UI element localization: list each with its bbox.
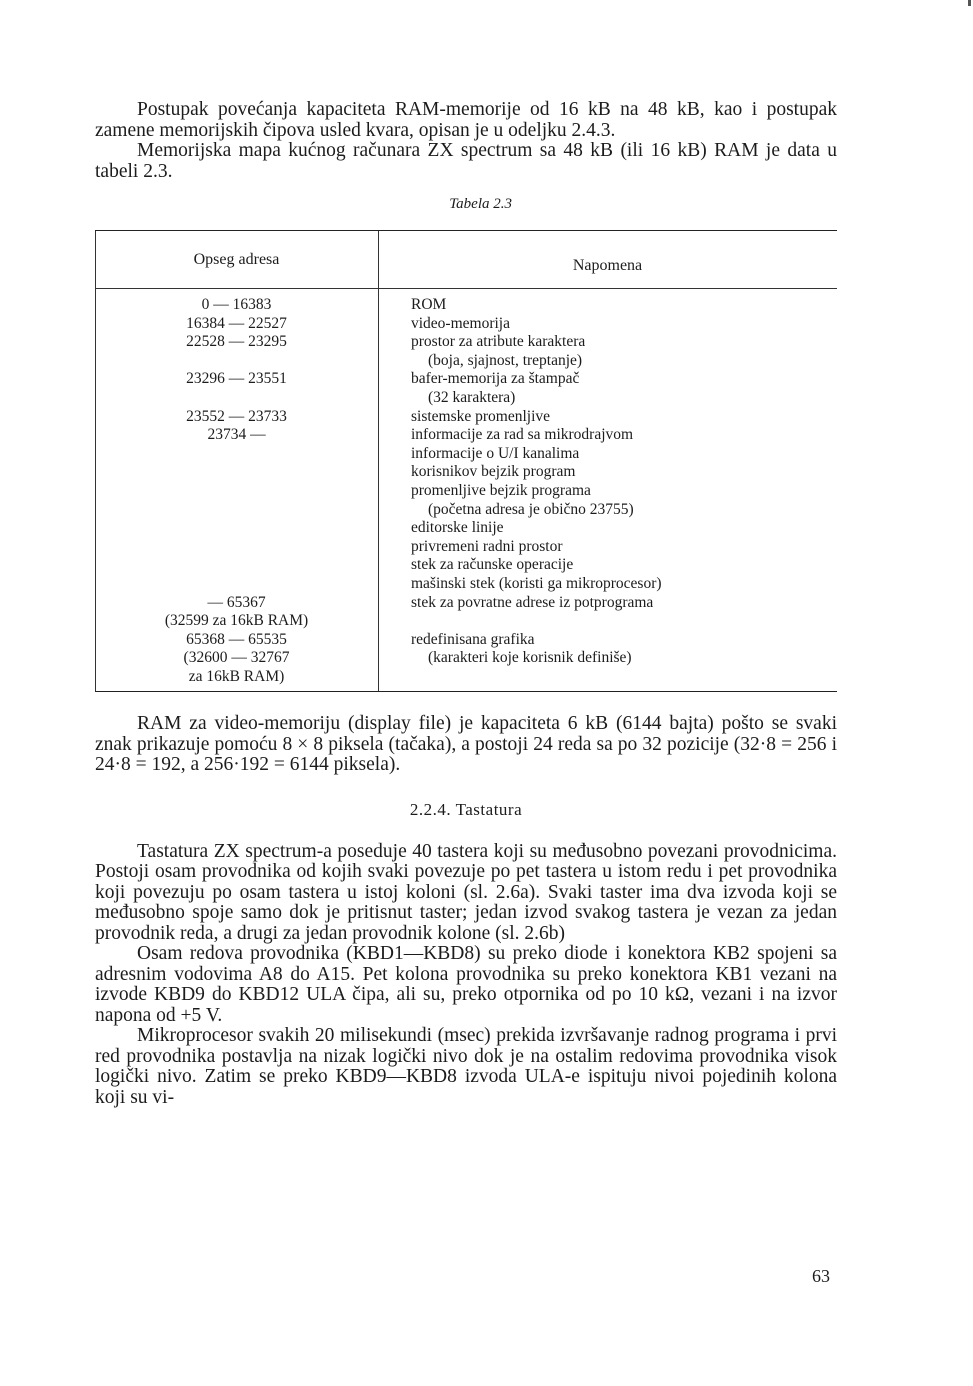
address-cell — [95, 389, 378, 408]
address-column — [95, 296, 378, 686]
address-cell — [95, 463, 378, 482]
intro-paragraph-1: Postupak povećanja kapaciteta RAM-memorije od 16 kB na 48 kB, kao i postupak zamene memorijskih čipova usled kvara, opisan je u odeljku 2.4.3. — [95, 99, 837, 141]
address-cell — [95, 482, 378, 501]
note-cell: privremeni radni prostor — [411, 537, 563, 555]
address-cell: (32600 — 32767 — [183, 649, 290, 667]
address-cell — [95, 501, 378, 520]
table-column-divider — [378, 231, 379, 691]
table-body — [95, 289, 837, 691]
page-number: 63 — [812, 1266, 830, 1286]
book-page — [95, 100, 837, 1108]
note-cell: prostor za atribute karaktera — [411, 333, 586, 351]
scan-corner-mark — [968, 0, 971, 6]
note-cell: bafer-memorija za štampač — [411, 370, 580, 388]
note-cell — [411, 668, 837, 687]
note-cell: stek za računske operacije — [411, 556, 574, 574]
header-note: Napomena — [572, 257, 643, 275]
address-cell: 23552 — 23733 — [186, 407, 287, 425]
note-cell: (početna adresa je obično 23755) — [428, 500, 634, 518]
address-cell — [95, 556, 378, 575]
video-memory-paragraph: RAM za video-memoriju (display file) je kapaciteta 6 kB (6144 bajta) pošto se svaki znak prikazuje pomoću 8 × 8 piksela (tačaka), a postoji 24 reda sa po 32 pozicije (32·8 = 256 i 24·8 = 192, a 256·192 = 6144 piksela). — [95, 713, 837, 776]
address-cell: 23734 — — [207, 426, 266, 444]
address-cell — [95, 445, 378, 464]
note-cell: (32 karaktera) — [428, 388, 516, 406]
note-cell — [411, 612, 837, 631]
note-cell: stek za povratne adrese iz potprograma — [411, 593, 654, 611]
address-cell: 65368 — 65535 — [186, 630, 287, 648]
body-paragraph-3: Mikroprocesor svakih 20 milisekundi (msec) prekida izvršavanje radnog programa i prvi red provodnika postavlja na nizak logički nivo dok je na ostalim redovima provodnika visok logički nivo. Zatim se preko KBD9—KBD8 izvoda ULA-e ispituju nivoi pojedinih kolona koji su vi- — [95, 1025, 837, 1108]
note-cell: informacije o U/I kanalima — [411, 444, 580, 462]
table-left-rule — [95, 231, 96, 691]
table-caption: Tabela 2.3 — [449, 196, 512, 212]
address-cell: 22528 — 23295 — [186, 333, 287, 351]
note-cell: promenljive bejzik programa — [411, 481, 591, 499]
note-cell: informacije za rad sa mikrodrajvom — [411, 426, 634, 444]
address-cell: 23296 — 23551 — [186, 370, 287, 388]
note-cell: (karakteri koje korisnik definiše) — [428, 649, 632, 667]
header-address-range: Opseg adresa — [193, 251, 280, 269]
body-paragraph-2: Osam redova provodnika (KBD1—KBD8) su preko diode i konektora KB2 spojeni sa adresnim vodovima A8 do A15. Pet kolona provodnika su preko konektora KB1 vezani na izvode KBD9 do KBD12 ULA čipa, ali su, preko otpornika od po 10 kΩ, vezani i na izvor napona od +5 V. — [95, 943, 837, 1026]
note-cell: (boja, sjajnost, treptanje) — [428, 351, 583, 369]
address-cell: (32599 za 16kB RAM) — [164, 612, 309, 630]
note-cell: sistemske promenljive — [411, 407, 551, 425]
address-cell: 16384 — 22527 — [186, 314, 287, 332]
note-cell: video-memorija — [411, 314, 510, 332]
address-cell — [95, 575, 378, 594]
note-cell: redefinisana grafika — [411, 630, 535, 648]
address-cell — [95, 352, 378, 371]
address-cell: za 16kB RAM) — [188, 667, 285, 685]
note-cell: editorske linije — [411, 519, 504, 537]
note-cell: mašinski stek (koristi ga mikroprocesor) — [411, 574, 662, 592]
memory-map-table — [95, 230, 837, 692]
note-column — [378, 296, 837, 686]
address-cell — [95, 519, 378, 538]
address-cell: 0 — 16383 — [201, 296, 272, 313]
note-cell: ROM — [411, 296, 447, 313]
note-cell: korisnikov bejzik program — [411, 463, 576, 481]
body-paragraph-1: Tastatura ZX spectrum-a poseduje 40 tastera koji su međusobno povezani provodnicima. Postoji osam provodnika od kojih svaki povezuje po pet tastera u istom redu i pet provodnika koji povezuju po osam tastera u istoj koloni (sl. 2.6a). Svaki taster ima dva izvoda koji se međusobno spoje samo dok je pritisnut taster; jedan izvod svakog tastera je vezan za jedan provodnik reda, a drugi za jedan provodnik kolone (sl. 2.6b) — [95, 840, 837, 944]
address-cell: — 65367 — [207, 593, 266, 611]
section-heading: 2.2.4. Tastatura — [409, 799, 523, 819]
intro-paragraph-2: Memorijska mapa kućnog računara ZX spectrum sa 48 kB (ili 16 kB) RAM je data u tabeli 2.3. — [95, 140, 837, 182]
address-cell — [95, 538, 378, 557]
table-header — [95, 231, 837, 289]
